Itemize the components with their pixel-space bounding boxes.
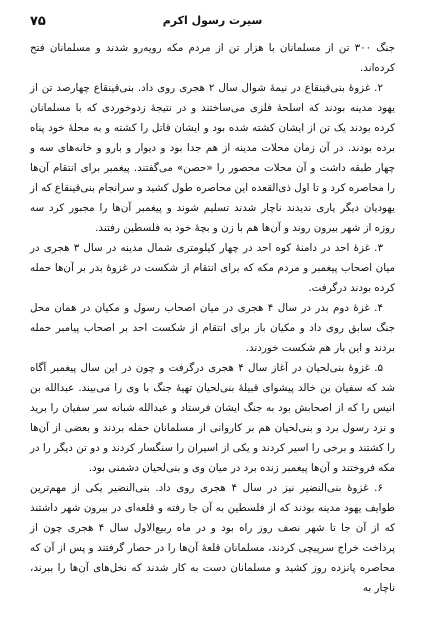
paragraph-item-2: ۲. غزوهٔ بنی‌قینقاع در نیمهٔ شوال سال ۲ هجری روی داد. بنی‌قینقاع چهارصد تن از یهود مدینه بودند که اسلحهٔ فلزی می‌ساختند و در نتیجهٔ زدوخوردی که با مسلمانان کرده بودند یک تن از ایشان کشته شده بود و ایشان قاتل را کشته و به محلهٔ خود پناه برده بودند. در آن زمان محلات مدینه از هم جدا بود و دیوار و بارو و خانه‌های سه و چهار طبقه داشت و آن محلات محصور را «حصن» می‌گفتند. پیغمبر برای انتقام آن‌ها را محاصره کرد و تا اول ذی‌القعده این محاصره طول کشید و سرانجام بنی‌قینقاع که از یهودیان دیگر یاری ندیدند ناچار شدند تسلیم شوند و پیغمبر آن‌ها را مجبور کرد سه روزه از شهر بیرون روند و آن‌ها هم با زن و بچهٔ خود به فلسطین رفتند. [29, 82, 395, 234]
paragraph-item-6: ۶. غزوهٔ بنی‌النضیر نیز در سال ۴ هجری روی داد. بنی‌النضیر یکی از مهم‌ترین طوایف یهود مدینه بودند که از فلسطین به آن جا رفته و قلعه‌ای در بیرون شهر داشتند که از آن جا تا شهر نصف روز راه بود و در ماه ربیع‌الاول سال ۴ هجری چون از پرداخت خراج سرپیچی کردند، مسلمانان قلعهٔ آن‌ها را در حصار گرفتند و پس از آن که محاصره پانزده روز کشید و مسلمانان دست به کار شدند که نخل‌های آن‌ها را ببرند، ناچار به [30, 482, 395, 594]
page-number: ۷۵ [30, 14, 46, 29]
page-body [30, 38, 395, 598]
paragraph-continuation: جنگ ۳۰۰ تن از مسلمانان با هزار تن از مردم مکه رویه‌رو شدند و مسلمانان فتح کرده‌اند. [30, 42, 395, 74]
paragraph-item-3: ۳. غزهٔ احد در دامنهٔ کوه احد در چهار کیلومتری شمال مدینه در سال ۳ هجری در میان اصحاب پیغمبر و مردم مکه که برای انتقام از شکست در غزوهٔ بدر بر آن‌ها حمله کرده بودند درگرفت. [30, 242, 395, 294]
running-title: سیرت رسول اکرم [162, 14, 263, 27]
paragraph-item-4: ۴. غزهٔ دوم بدر در سال ۴ هجری در میان اصحاب رسول و مکیان در همان محل جنگ سابق روی داد و مکیان باز برای انتقام از شکست احد بر اصحاب پیامبر حمله بردند و این بار هم شکست خوردند. [30, 302, 395, 354]
page-header [30, 0, 395, 38]
paragraph-item-5: ۵. غزوهٔ بنی‌لحیان در آغاز سال ۴ هجری درگرفت و چون در این سال پیغمبر آگاه شد که سفیان بن خالد پیشوای قبیلهٔ بنی‌لحیان تهیهٔ جنگ با وی را می‌بیند. عبدالله بن انیس را که از اصحابش بود به جنگ ایشان فرستاد و عبدالله شبانه سر سفیان را برید و نزد رسول برد و بنی‌لحیان هم بر کاروانی از مسلمانان حمله بردند و بعضی از آن‌ها را کشتند و برخی را اسیر کردند و یکی از اسیران را سنگسار کردند و دو تن دیگر را در مکه فروختند و آن‌ها پیغمبر زنده برد در میان وی و بنی‌لحیان دشمنی بود. [30, 362, 395, 474]
